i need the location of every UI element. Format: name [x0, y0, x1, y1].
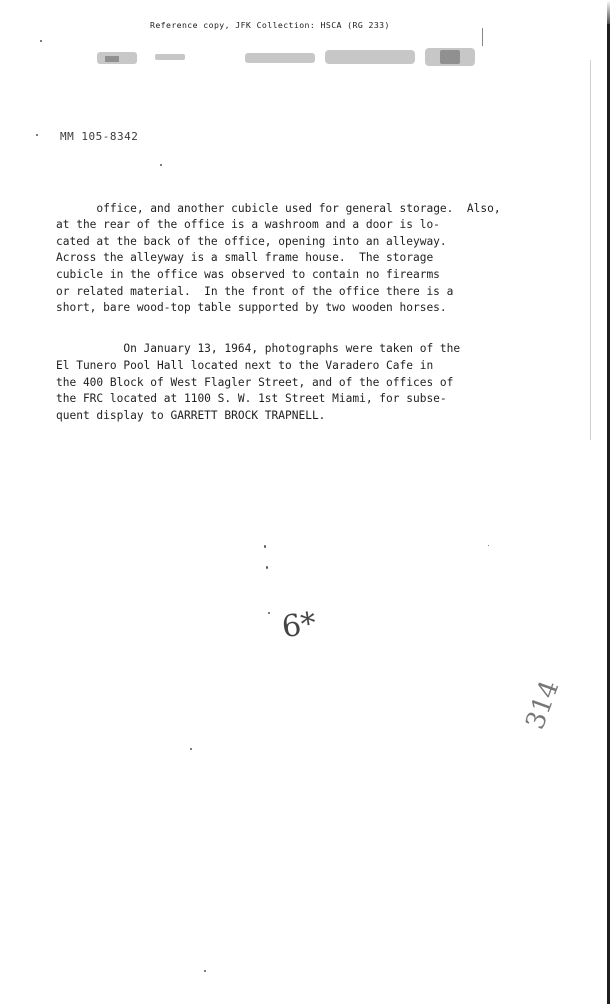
text-line: Across the alleyway is a small frame house. The storage	[56, 251, 434, 265]
text-line: the FRC located at 1100 S. W. 1st Street Miami, for subse-	[56, 392, 447, 406]
text-line: cated at the back of the office, opening into an alleyway.	[56, 234, 447, 248]
text-line: El Tunero Pool Hall located next to the Varadero Cafe in	[56, 358, 434, 372]
scan-speck	[204, 970, 206, 972]
document-body	[56, 184, 526, 432]
scan-speck	[268, 612, 270, 614]
scan-speck	[488, 545, 489, 546]
text-line: the 400 Block of West Flagler Street, and of the offices of	[56, 375, 454, 389]
text-line: at the rear of the office is a washroom and a door is lo-	[56, 218, 440, 232]
text-line: or related material. In the front of the office there is a	[56, 284, 454, 298]
scan-mark	[482, 28, 483, 46]
handwritten-side-mark: 314	[520, 676, 566, 734]
text-line: short, bare wood-top table supported by two wooden horses.	[56, 301, 447, 315]
file-number: MM 105-8342	[60, 130, 139, 143]
text-line: cubicle in the office was observed to contain no firearms	[56, 267, 440, 281]
scan-speck	[264, 545, 266, 548]
reference-header: Reference copy, JFK Collection: HSCA (RG 233)	[150, 20, 390, 30]
scan-speck	[190, 748, 192, 750]
scan-speck	[40, 40, 42, 42]
paragraph-2	[56, 341, 526, 424]
text-line: office, and another cubicle used for general storage. Also,	[96, 201, 501, 215]
handwritten-page-mark: 6*	[279, 605, 319, 646]
scan-speck	[160, 164, 162, 166]
scan-speck	[266, 566, 268, 569]
redaction-smudge	[95, 44, 485, 70]
scan-edge-border	[607, 24, 610, 1004]
text-line: quent display to GARRETT BROCK TRAPNELL.	[56, 408, 326, 422]
paragraph-1	[56, 184, 526, 333]
scan-mark	[590, 60, 591, 440]
text-line: On January 13, 1964, photographs were taken of the	[56, 342, 461, 356]
scan-speck	[36, 134, 38, 136]
